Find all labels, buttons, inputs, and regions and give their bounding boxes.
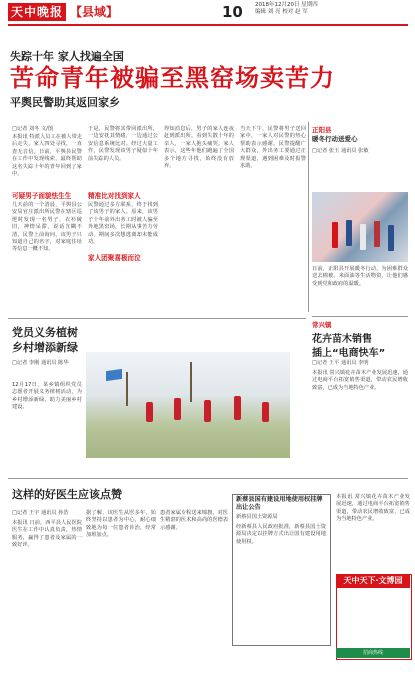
sidebar-tag-2: 常兴镇 xyxy=(312,321,332,329)
sidebar-tag: 正阳县 xyxy=(312,126,332,134)
lead-kicker: 失踪十年 家人找遍全国 xyxy=(10,50,124,63)
bottom-divider xyxy=(8,478,408,479)
section-divider xyxy=(8,318,306,319)
sidebar-photo xyxy=(312,192,408,262)
doctor-headline[interactable]: 这样的好医生应该点赞 xyxy=(12,488,122,501)
section-label: 【县域】 xyxy=(70,5,119,19)
lead-col-1: 本报讯 特派人员工在被人带走 后走失，家人四处寻找，一直杳无音信。日前，平舆县民警在工作中发现线索，最终帮助这名失踪十年的青年回到了家中。 xyxy=(12,134,82,178)
lead-subtitle-b: 精准比对找到家人 xyxy=(88,192,141,200)
tree-planting-photo xyxy=(86,352,290,458)
sidebar-header xyxy=(312,126,358,144)
page-number: 10 xyxy=(222,3,243,21)
lead-subhead: 平舆民警助其返回家乡 xyxy=(10,96,120,109)
ad-banner-footer[interactable]: 招商热线 xyxy=(336,648,410,658)
land-notice-sub: 新蔡县国土资源局 xyxy=(236,514,278,520)
doctor-col-2: 据了解，该医生从医多年，始终坚持以患者为中心，耐心细致地为每一位患者诊治，经常加班加点。 xyxy=(86,510,156,539)
volunteer-headline-2[interactable]: 乡村增添新绿 xyxy=(12,341,78,354)
date-line: 2018年12月20日 星期四 xyxy=(255,2,318,8)
volunteer-byline: □记者 李刚 通讯员 陈华 xyxy=(12,360,69,366)
lead-col-2b: 民警通过多方联系，终于找到了该男子的家人。原来，该男子十年前外出务工时被人骗至外地黑窑场，长期从事苦力劳动，期间多次想逃离却未能成功。 xyxy=(88,202,158,246)
editor-line: 编辑 刘 亮 校对 赵 军 xyxy=(255,9,308,15)
doctor-byline: □记者 王宇 通讯员 孙浩 xyxy=(12,510,69,516)
lead-col-4: 当天下午，民警将男子送回家中，一家人对民警的热心帮助表示感谢。民警提醒广大群众，外出务工要通过正规渠道，遇到困难及时报警求助。 xyxy=(240,126,306,170)
volunteer-text: 12月17日，某乡镇组织党员志愿者开展义务植树活动，为乡村增添新绿，助力美丽乡村建设。 xyxy=(12,382,82,411)
land-notice-title[interactable]: 新蔡县国有建设用地使用权挂牌出让公告 xyxy=(236,496,323,511)
sidebar-divider xyxy=(312,316,408,317)
sidebar-byline-2: □记者 王平 通讯员 李明 xyxy=(312,360,369,366)
lead-col-2: 于是，民警将其带回派出所，一边安抚其情绪，一边通过公安信息系统比对。经过大量工作，民警发现该男子疑似十年前失踪的人员。 xyxy=(88,126,158,162)
lead-col-1b: 几天前的一个清晨，平舆县公安局官庄派出所民警在辖区巡逻时发现一名男子，衣衫破旧，神情呆滞，说话含糊不清。民警上前询问，该男子只知道自己的名字，对家庭住址等信息一概不知。 xyxy=(12,202,82,253)
sidebar-title-2[interactable]: 花卉苗木销售 xyxy=(312,334,372,345)
header-rule xyxy=(8,24,408,26)
sidebar-byline: □记者 张玉 通讯员 张敏 xyxy=(312,148,369,154)
header-info xyxy=(255,2,405,16)
lead-subtitle-a: 可疑男子面貌怯生生 xyxy=(12,192,72,200)
sidebar-text: 日前，正阳县开展暖冬行动，为困难群众送去棉被、米面油等生活物资，让他们感受到党和政府的温暖。 xyxy=(312,266,408,287)
lead-headline[interactable]: 苦命青年被骗至黑窑场卖苦力 xyxy=(10,64,335,92)
doctor-col-3: 患者家属专程送来锦旗，对医生精湛的医术和高尚的医德表示感谢。 xyxy=(160,510,228,531)
sidebar-text-2: 本报讯 常兴镇花卉苗木产业发展迅速，通过电商平台拓宽销售渠道，带动农民增收致富，已成为当地特色产业。 xyxy=(312,370,408,391)
lead-col-3: 得知消息后，男子的家人连夜赶到派出所。看到失散十年的亲人，一家人抱头痛哭。家人表示，这些年他们跑遍了全国多个地方寻找，始终没有放弃。 xyxy=(164,126,234,170)
column-divider xyxy=(308,122,309,312)
sidebar-title-3[interactable]: 插上“电商快车” xyxy=(312,348,386,359)
ad-banner-title[interactable]: 天中天下·文博园 xyxy=(336,574,410,588)
lead-byline: □记者 刘冬 文/图 xyxy=(12,126,54,132)
land-notice-text: 经新蔡县人民政府批准，新蔡县国土资源局决定以挂牌方式出让国有建设用地使用权。 xyxy=(236,524,326,545)
lead-subtitle-c: 家人团聚喜极而泣 xyxy=(88,254,141,262)
sidebar-title[interactable]: 暖冬行动送爱心 xyxy=(312,135,358,143)
newspaper-logo: 天中晚报 xyxy=(8,3,66,21)
doctor-col-1: 本报讯 日前，西平县人民医院医生在工作中认真负责，热情服务，赢得了患者及家属的一致好评。 xyxy=(12,520,82,549)
volunteer-headline-1[interactable]: 党员义务植树 xyxy=(12,326,78,339)
right-column-text: 本报讯 常兴镇花卉苗木产业发展迅速，通过电商平台拓宽销售渠道，带动农民增收致富，已成为当地特色产业。 xyxy=(336,494,410,523)
